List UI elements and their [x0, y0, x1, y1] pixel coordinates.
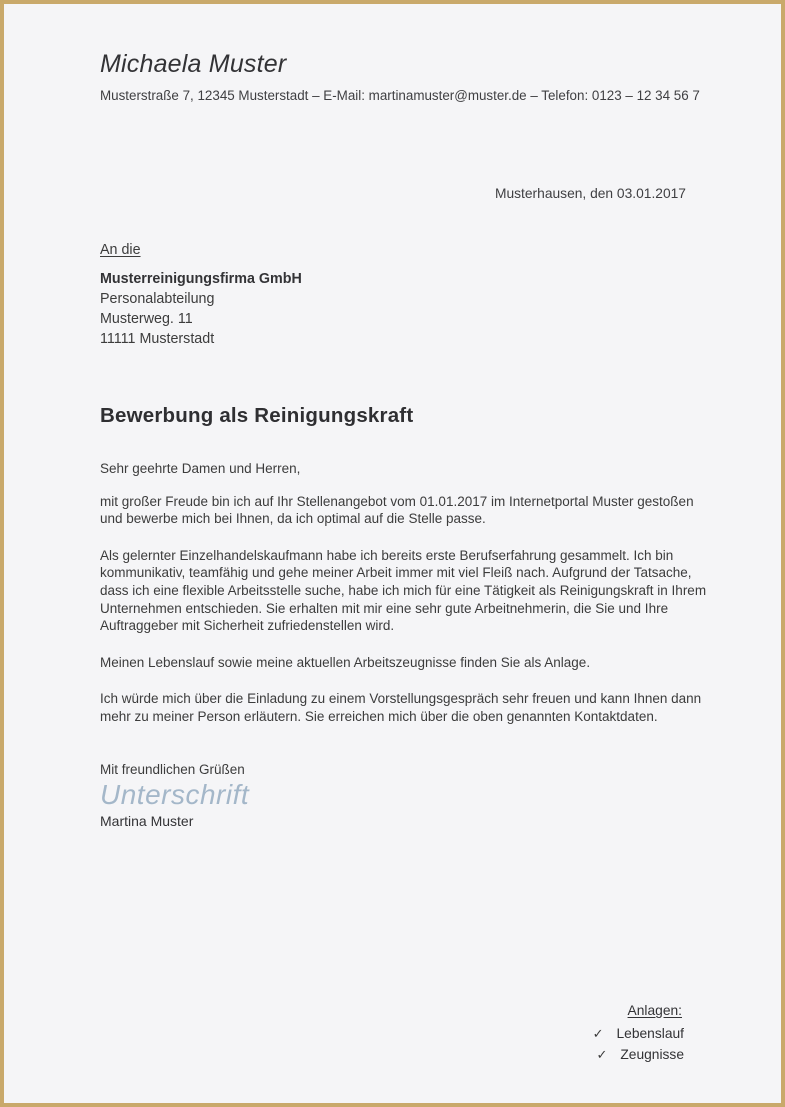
checkmark-icon: ✓ — [592, 1026, 604, 1041]
attachment-item — [593, 1023, 684, 1044]
attachment-label: Zeugnisse — [620, 1047, 684, 1062]
recipient-street: Musterweg. 11 — [100, 311, 193, 327]
attachment-item — [593, 1044, 684, 1065]
body-paragraph: Ich würde mich über die Einladung zu einem Vorstellungsgespräch sehr freuen und kann Ihnen dann mehr zu meiner Person erläutern. Sie erreichen mich über die oben genannten Kontaktdaten. — [100, 691, 702, 724]
recipient-city: 11111 Musterstadt — [100, 331, 215, 347]
greeting: Sehr geehrte Damen und Herren, — [100, 461, 301, 476]
recipient-department: Personalabteilung — [100, 291, 215, 307]
subject-line: Bewerbung als Reinigungskraft — [100, 404, 414, 427]
sender-name: Michaela Muster — [100, 50, 287, 78]
body-paragraph: Meinen Lebenslauf sowie meine aktuellen Arbeitszeugnisse finden Sie als Anlage. — [100, 654, 591, 670]
signature-text: Unterschrift — [100, 779, 250, 810]
closing-block — [100, 762, 249, 829]
letter-body — [100, 460, 718, 745]
sender-contact-line: Musterstraße 7, 12345 Musterstadt – E-Mail: martinamuster@muster.de – Telefon: 0123 – 12 34 56 7 — [100, 88, 700, 103]
recipient-address-block — [100, 240, 302, 349]
date-line: Musterhausen, den 03.01.2017 — [494, 186, 686, 201]
closing-regards: Mit freundlichen Grüßen — [100, 762, 245, 777]
body-paragraph: Als gelernter Einzelhandelskaufmann habe ich bereits erste Berufserfahrung gesammelt. Ich bin kommunikativ, teamfähig und gehe meiner Arbeit immer mit viel Fleiß nach. Aufgrund der Tatsache, dass ich eine flexible Arbeitsstelle suche, habe ich mich für eine Tätigkeit als Reinigungskraft in Ihrem Unternehmen entschieden. Sie erhalten mit mir eine sehr gute Arbeitnehmerin, die Sie und Ihre Auftraggeber mit Sicherheit zufriedenstellen wird. — [100, 547, 707, 634]
signed-name: Martina Muster — [100, 813, 194, 829]
checkmark-icon: ✓ — [596, 1047, 608, 1062]
recipient-company: Musterreinigungsfirma GmbH — [100, 271, 302, 287]
letter-head — [100, 50, 716, 103]
attachments-title: Anlagen: — [627, 1003, 682, 1018]
body-paragraph: mit großer Freude bin ich auf Ihr Stellenangebot vom 01.01.2017 im Internetportal Muster gestoßen und bewerbe mich bei Ihnen, da ich optimal auf die Stelle passe. — [100, 493, 694, 527]
attachments-block — [593, 1003, 684, 1065]
attachment-label: Lebenslauf — [616, 1026, 684, 1041]
recipient-salutation: An die — [100, 242, 141, 258]
